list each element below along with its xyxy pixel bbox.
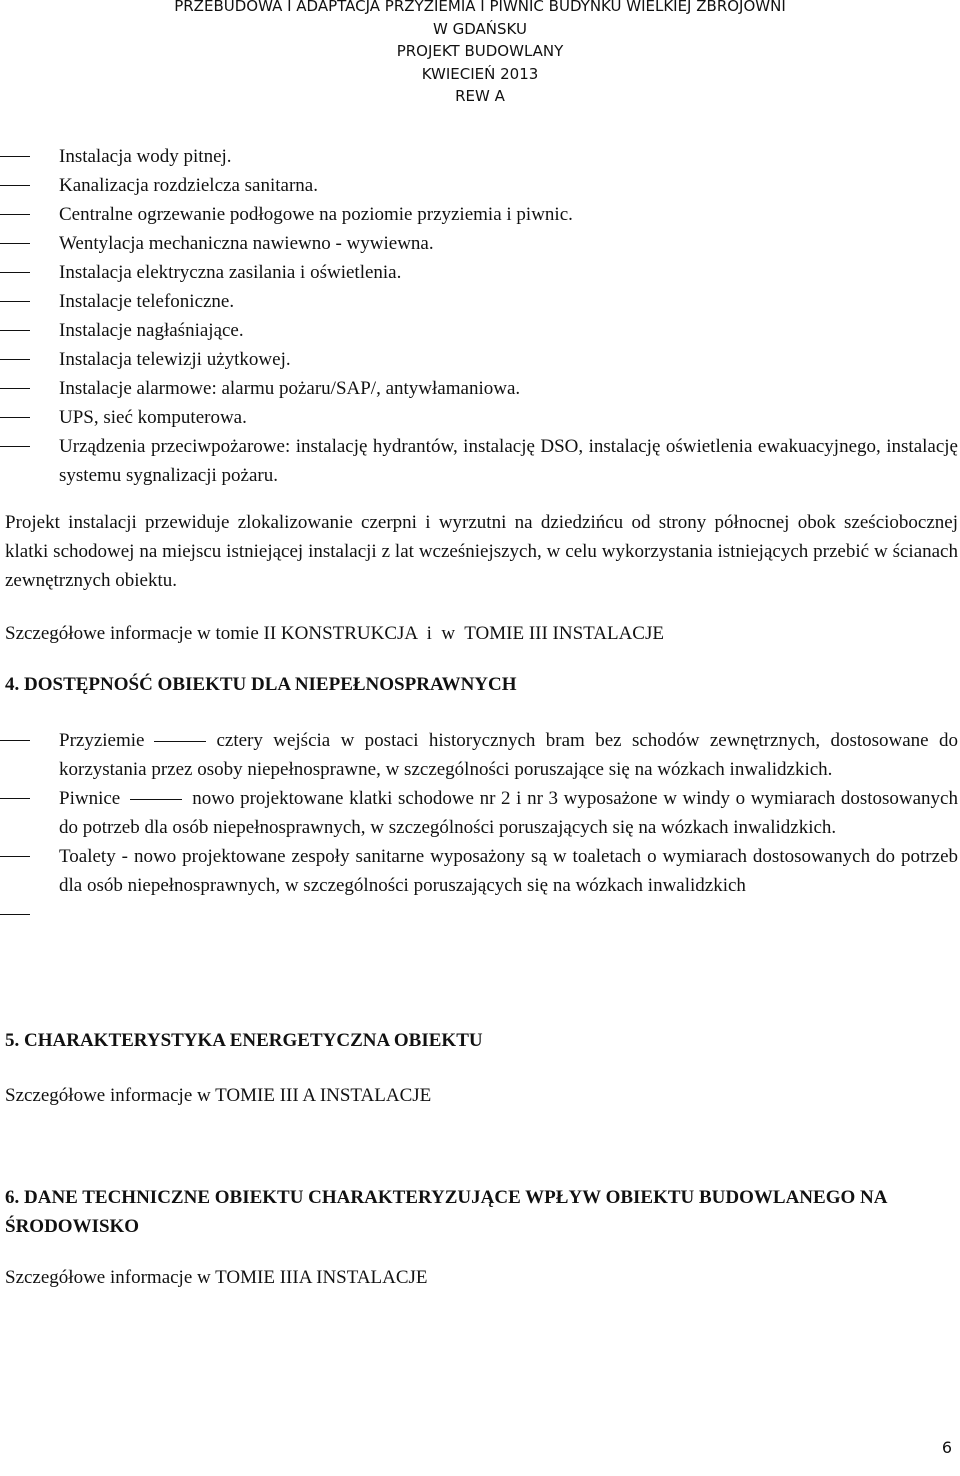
dash-bullet-icon [0,243,30,244]
list-item-lead: Piwnice [59,788,121,809]
list-item-text: Instalacja wody pitnej. [59,146,232,167]
dash-bullet-icon [0,388,30,389]
list-item-text: UPS, sieć komputerowa. [59,407,247,428]
dash-bullet-icon [0,330,30,331]
header-city-line: W GDAŃSKU [433,19,527,38]
section-6-heading: 6. DANE TECHNICZNE OBIEKTU CHARAKTERYZUJĄCE WPŁYW OBIEKTU BUDOWLANEGO NA ŚRODOWISKO [5,1187,887,1237]
section-6-text: Szczegółowe informacje w TOMIE IIIA INSTALACJE [5,1267,428,1288]
dash-bullet-icon [0,156,30,157]
dash-bullet-icon [0,214,30,215]
list-item [0,403,960,432]
dash-bullet-icon [0,856,30,857]
dash-bullet-icon [0,740,30,741]
list-item-text: cztery wejścia w postaci historycznych bram bez schodów zewnętrznych, dostosowane do korzystania przez osoby niepełnosprawne, w szczególności poruszające się na wózkach inwalidzkich. [59,730,958,780]
list-item [0,200,960,229]
installations-list [0,142,960,490]
dash-bullet-icon [0,359,30,360]
list-item-text: Urządzenia przeciwpożarowe: instalację hydrantów, instalację DSO, instalację oświetlenia ewakuacyjnego, instalację systemu sygnalizacji pożaru. [59,436,958,486]
section-5-heading: 5. CHARAKTERYSTYKA ENERGETYCZNA OBIEKTU [5,1030,483,1051]
header-title-line: PRZEBUDOWA I ADAPTACJA PRZYZIEMIA I PIWNIC BUDYNKU WIELKIEJ ZBROJOWNI [174,0,786,15]
list-item [0,316,960,345]
list-item [0,374,960,403]
list-item-text: Toalety - nowo projektowane zespoły sanitarne wyposażony są w toaletach o wymiarach dostosowanych do potrzeb dla osób niepełnosprawnych, w szczególności poruszających się na wózkach inwalidzkich [59,846,958,896]
dash-bullet-icon [0,914,30,915]
list-item [0,842,960,900]
list-item [0,171,960,200]
list-item-text: Instalacje nagłaśniające. [59,320,244,341]
ventilation-paragraph: Projekt instalacji przewiduje zlokalizowanie czerpni i wyrzutni na dziedzińcu od strony północnej obok sześciobocznej klatki schodowej na miejscu istniejącej instalacji z lat wcześniejszych, w celu wykorzystania istniejących przebić w ścianach zewnętrznych obiektu. [5,512,958,591]
list-item-text: Kanalizacja rozdzielcza sanitarna. [59,175,318,196]
dash-bullet-icon [0,272,30,273]
list-item-text: Centralne ogrzewanie podłogowe na poziomie przyziemia i piwnic. [59,204,573,225]
list-item-text: Instalacje alarmowe: alarmu pożaru/SAP/, antywłamaniowa. [59,378,521,399]
dash-bullet-icon [0,301,30,302]
list-item-text: Instalacja telewizji użytkowej. [59,349,291,370]
header-revision-line: REW A [455,87,505,105]
list-item [0,726,960,784]
accessibility-list [0,726,960,929]
dash-bullet-icon [0,446,30,447]
page-number: 6 [941,1438,952,1457]
list-item-lead: Przyziemie [59,730,145,751]
list-item [0,258,960,287]
header-project-type-line: PROJEKT BUDOWLANY [396,42,564,60]
list-item [0,432,960,490]
section-4-heading: 4. DOSTĘPNOŚĆ OBIEKTU DLA NIEPEŁNOSPRAWNYCH [5,674,517,695]
list-item-text: Instalacja elektryczna zasilania i oświetlenia. [59,262,402,283]
dash-bullet-icon [0,185,30,186]
dash-bullet-icon [0,417,30,418]
list-item-text: Instalacje telefoniczne. [59,291,235,312]
list-item-empty [0,900,960,929]
section-5-text: Szczegółowe informacje w TOMIE III A INSTALACJE [5,1085,432,1106]
list-item [0,287,960,316]
details-reference-paragraph: Szczegółowe informacje w tomie II KONSTRUKCJA i w TOMIE III INSTALACJE [5,623,664,644]
header-date-line: KWIECIEŃ 2013 [421,64,539,83]
list-item-text: Wentylacja mechaniczna nawiewno - wywiewna. [59,233,434,254]
inline-dash-icon [154,741,206,742]
list-item [0,229,960,258]
list-item [0,142,960,171]
list-item-text: nowo projektowane klatki schodowe nr 2 i nr 3 wyposażone w windy o wymiarach dostosowanych do potrzeb dla osób niepełnosprawnych, w szczególności poruszających się na wózkach inwalidzkich. [59,788,958,838]
list-item [0,345,960,374]
dash-bullet-icon [0,798,30,799]
inline-dash-icon [130,799,182,800]
list-item [0,784,960,842]
page-header [0,0,960,108]
